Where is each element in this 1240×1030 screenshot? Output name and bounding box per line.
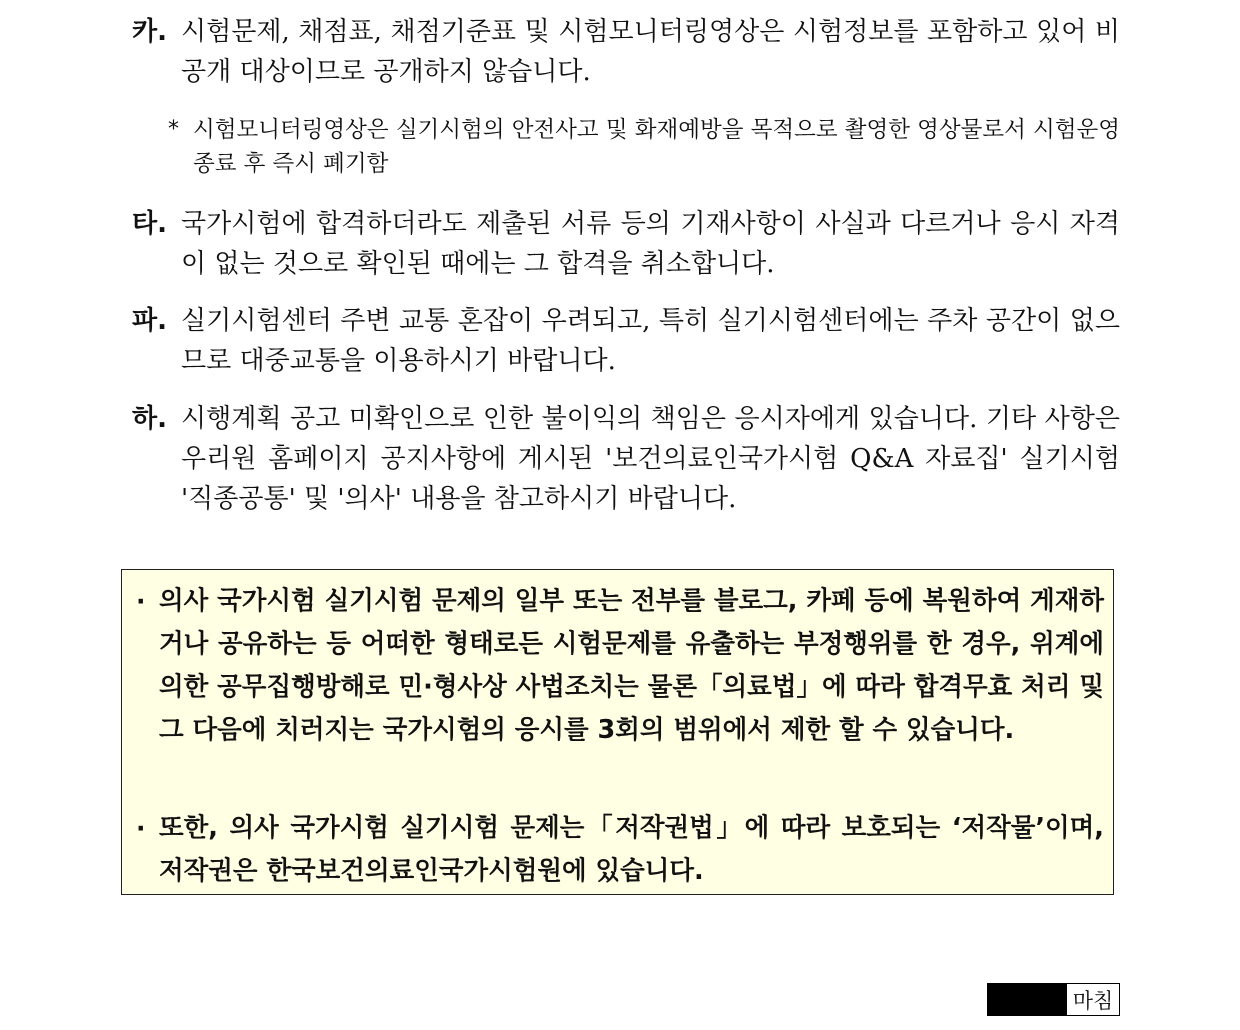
bullet-dot: ·	[136, 814, 146, 843]
notice-item-ka	[132, 12, 1120, 92]
monitoring-video-note	[168, 113, 1120, 181]
notice-item-ta	[132, 204, 1120, 284]
warning-text: 또한, 의사 국가시험 실기시험 문제는「저작권법」에 따라 보호되는 ‘저작물’이며, 저작권은 한국보건의료인국가시험원에 있습니다.	[159, 813, 1104, 886]
end-mark-label: 마침	[1067, 984, 1119, 1015]
item-text: 시험문제, 채점표, 채점기준표 및 시험모니터링영상은 시험정보를 포함하고 있어 비공개 대상이므로 공개하지 않습니다.	[181, 17, 1120, 87]
item-text: 실기시험센터 주변 교통 혼잡이 우려되고, 특히 실기시험센터에는 주차 공간이 없으므로 대중교통을 이용하시기 바랍니다.	[181, 306, 1120, 376]
item-text: 국가시험에 합격하더라도 제출된 서류 등의 기재사항이 사실과 다르거나 응시 자격이 없는 것으로 확인된 때에는 그 합격을 취소합니다.	[181, 209, 1120, 279]
copyright-warning-box	[121, 569, 1114, 895]
sub-note-text: 시험모니터링영상은 실기시험의 안전사고 및 화재예방을 목적으로 촬영한 영상물로서 시험운영 종료 후 즉시 폐기함	[193, 117, 1120, 177]
item-marker: 파.	[132, 306, 167, 336]
warning-bullet-copyright	[136, 807, 1104, 893]
warning-bullet-leak	[136, 580, 1104, 752]
item-marker: 타.	[132, 209, 167, 239]
notice-item-ha	[132, 399, 1120, 519]
end-mark-black-block	[988, 984, 1067, 1015]
notice-item-pa	[132, 301, 1120, 381]
warning-text: 의사 국가시험 실기시험 문제의 일부 또는 전부를 블로그, 카페 등에 복원하여 게재하거나 공유하는 등 어떠한 형태로든 시험문제를 유출하는 부정행위를 한 경우, 위계에 의한 공무집행방해로 민·형사상 사법조치는 물론「의료법」에 따라 합격무효 처리 및 그 다음에 치러지는 국가시험의 응시를 3회의 범위에서 제한 할 수 있습니다.	[159, 586, 1104, 745]
item-marker: 하.	[132, 404, 167, 434]
item-marker: 카.	[132, 17, 167, 47]
item-text: 시행계획 공고 미확인으로 인한 불이익의 책임은 응시자에게 있습니다. 기타 사항은 우리원 홈페이지 공지사항에 게시된 '보건의료인국가시험 Q&A 자료집' 실기시험 '직종공통' 및 '의사' 내용을 참고하시기 바랍니다.	[181, 404, 1120, 514]
asterisk-marker: *	[168, 117, 179, 142]
end-mark	[987, 983, 1120, 1016]
bullet-dot: ·	[136, 587, 146, 616]
